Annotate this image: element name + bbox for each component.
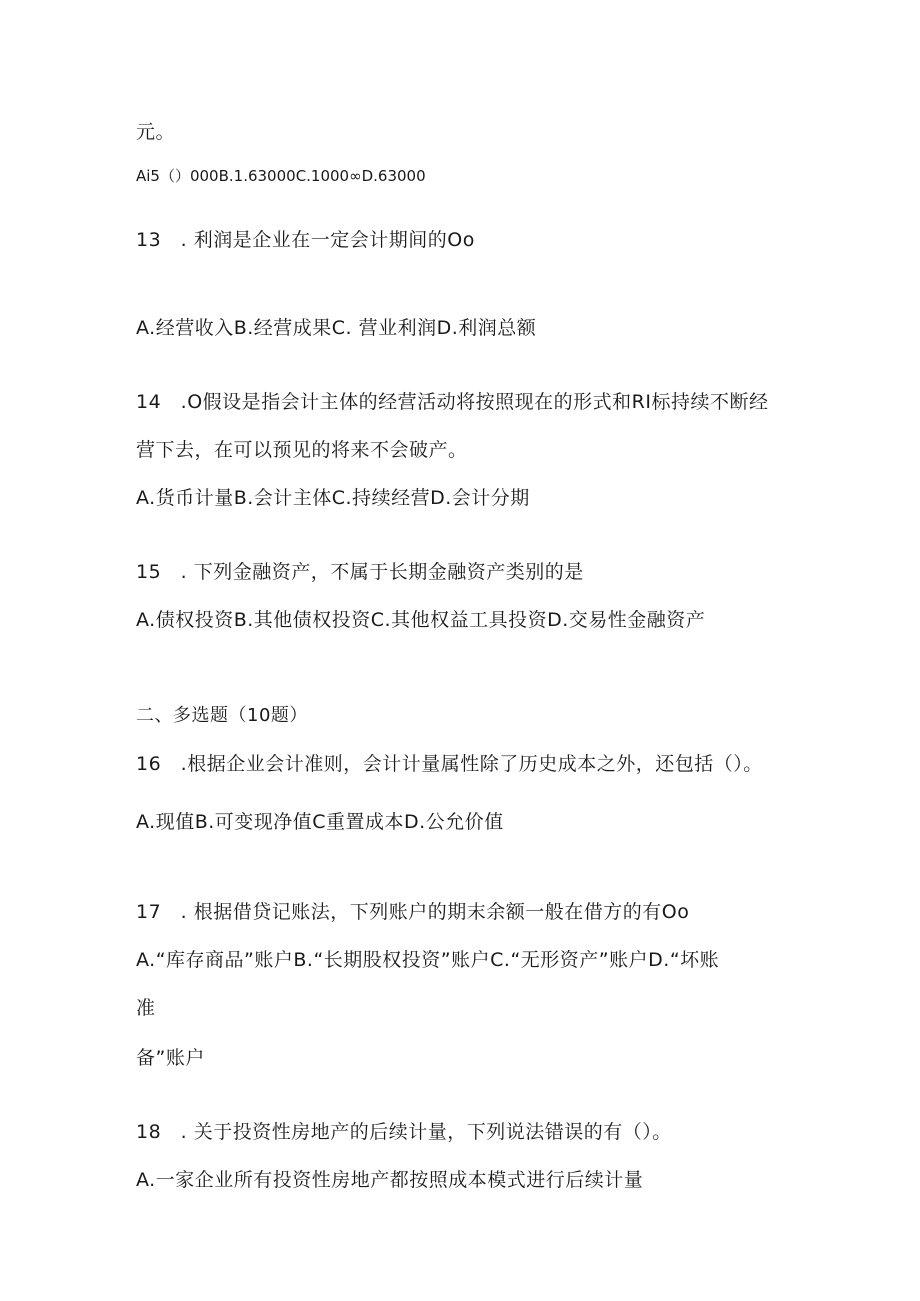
question-13: 13 . 利润是企业在一定会计期间的Oo: [136, 229, 475, 251]
options-q17-line-2: 准: [136, 997, 156, 1019]
options-q17-line-1: A.“库存商品”账户B.“长期股权投资”账户C.“无形资产”账户D.“坏账: [136, 949, 720, 971]
question-15: 15 . 下列金融资产，不属于长期金融资产类别的是: [136, 561, 584, 583]
question-18: 18 . 关于投资性房地产的后续计量，下列说法错误的有（）。: [136, 1121, 672, 1143]
options-q14: A.货币计量B.会计主体C.持续经营D.会计分期: [136, 487, 530, 509]
question-14-line-1: 14 .O假设是指会计主体的经营活动将按照现在的形式和RI标持续不断经: [136, 391, 769, 413]
question-16: 16 .根据企业会计准则，会计计量属性除了历史成本之外，还包括（）。: [136, 753, 763, 775]
options-line-q12: Ai5（）000B.1.63000C.1000∞D.63000: [136, 167, 426, 185]
question-17: 17 . 根据借贷记账法，下列账户的期末余额一般在借方的有Oo: [136, 901, 690, 923]
text-line-answer-unit: 元。: [136, 121, 176, 143]
options-q18-a: A.一家企业所有投资性房地产都按照成本模式进行后续计量: [136, 1169, 644, 1191]
section-heading-multiple-choice: 二、多选题（10题）: [136, 705, 308, 726]
options-q16: A.现值B.可变现净值C重置成本D.公允价值: [136, 811, 504, 833]
question-14-line-2: 营下去，在可以预见的将来不会破产。: [136, 439, 468, 461]
options-q13: A.经营收入B.经营成果C. 营业利润D.利润总额: [136, 317, 537, 339]
options-q15: A.债权投资B.其他债权投资C.其他权益工具投资D.交易性金融资产: [136, 609, 706, 631]
options-q17-line-3: 备”账户: [136, 1047, 205, 1069]
